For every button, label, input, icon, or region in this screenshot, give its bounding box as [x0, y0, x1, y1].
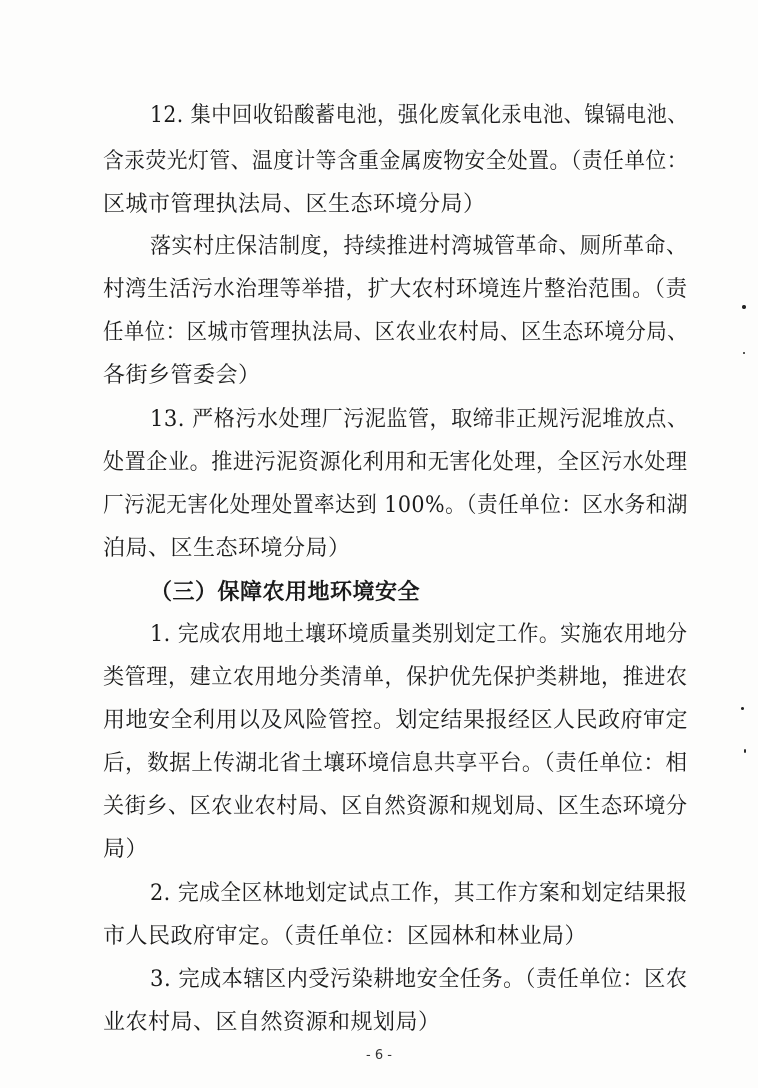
text-line: 类管理，建立农用地分类清单，保护优先保护类耕地，推进农	[103, 665, 688, 690]
text-line: 区城市管理执法局、区生态环境分局）	[103, 192, 486, 217]
text-line: 业农村局、区自然资源和规划局）	[103, 1010, 441, 1035]
text-line: 含汞荧光灯管、温度计等含重金属废物安全处置。（责任单位：	[103, 149, 689, 174]
section-heading: （三）保障农用地环境安全	[150, 579, 421, 605]
page-number: - 6 -	[366, 1048, 392, 1063]
text-line: 2. 完成全区林地划定试点工作，其工作方案和划定结果报	[150, 881, 688, 906]
text-line: 市人民政府审定。（责任单位：区园林和林业局）	[103, 924, 588, 949]
scan-speck	[742, 305, 746, 309]
text-line: 12. 集中回收铅酸蓄电池，强化废氧化汞电池、镍镉电池、	[150, 103, 688, 128]
text-line: 用地安全利用以及风险管控。划定结果报经区人民政府审定	[103, 708, 689, 733]
text-line: 各街乡管委会）	[103, 363, 261, 388]
scan-speck	[743, 352, 745, 354]
text-line: 落实村庄保洁制度，持续推进村湾城管革命、厕所革命、	[150, 234, 688, 259]
text-line: 13. 严格污水处理厂污泥监管，取缔非正规污泥堆放点、	[150, 407, 689, 432]
scan-speck	[741, 707, 744, 710]
text-line: 局）	[103, 837, 149, 862]
text-line: 3. 完成本辖区内受污染耕地安全任务。（责任单位：区农	[150, 967, 688, 992]
text-line: 后，数据上传湖北省土壤环境信息共享平台。（责任单位：相	[103, 751, 688, 776]
text-line: 1. 完成农用地土壤环境质量类别划定工作。实施农用地分	[150, 622, 688, 647]
text-line: 任单位：区城市管理执法局、区农业农村局、区生态环境分局、	[103, 320, 689, 345]
scan-speck	[744, 749, 746, 753]
text-line: 关街乡、区农业农村局、区自然资源和规划局、区生态环境分	[103, 794, 688, 819]
text-line: 处置企业。推进污泥资源化利用和无害化处理，全区污水处理	[103, 450, 688, 475]
text-line: 厂污泥无害化处理处置率达到 100%。（责任单位：区水务和湖	[103, 493, 688, 518]
text-line: 泊局、区生态环境分局）	[103, 536, 351, 561]
text-line: 村湾生活污水治理等举措，扩大农村环境连片整治范围。（责	[103, 277, 688, 302]
